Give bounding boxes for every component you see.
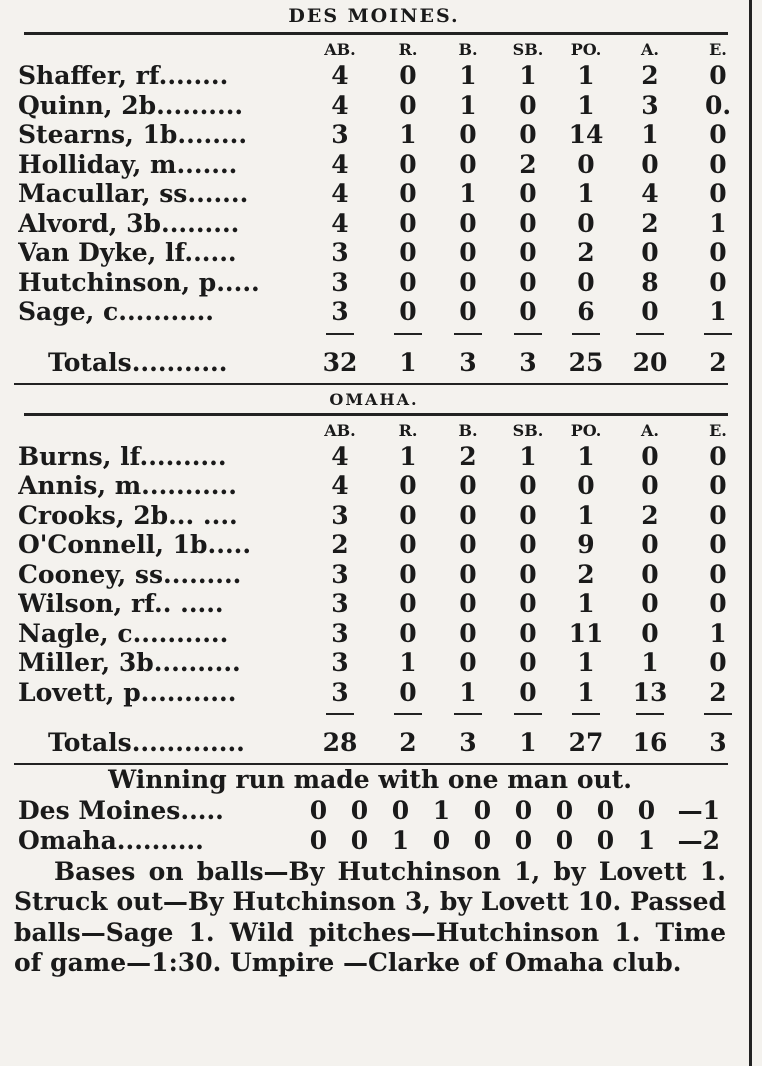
player-list-des-moines bbox=[14, 61, 734, 327]
line-score-innings bbox=[298, 826, 667, 857]
stat-e: 0 bbox=[709, 530, 727, 559]
player-name: Holliday, m....... bbox=[18, 149, 238, 179]
player-row bbox=[14, 560, 734, 590]
stat-sb: 0 bbox=[519, 530, 537, 559]
inning-runs: 0 bbox=[596, 795, 615, 825]
inning-runs: 0 bbox=[596, 826, 615, 855]
stat-ab: 3 bbox=[331, 648, 349, 677]
stat-po: 1 bbox=[577, 179, 595, 208]
line-score-omaha bbox=[14, 826, 726, 857]
stat-ab: 4 bbox=[331, 61, 349, 90]
stat-b: 1 bbox=[459, 90, 477, 120]
stat-a: 0 bbox=[641, 297, 659, 326]
stat-a: 4 bbox=[641, 179, 659, 208]
stat-sb: 2 bbox=[519, 149, 537, 179]
player-row bbox=[14, 501, 734, 531]
stat-sb: 1 bbox=[519, 61, 537, 90]
totals-rule bbox=[14, 707, 734, 723]
player-name: Crooks, 2b... .... bbox=[18, 500, 238, 530]
stat-r: 0 bbox=[399, 179, 417, 208]
stat-sb: 0 bbox=[519, 238, 537, 267]
player-name: Nagle, c........... bbox=[18, 618, 229, 648]
player-name: Lovett, p........... bbox=[18, 677, 237, 707]
totals-label: Totals............. bbox=[48, 728, 245, 757]
stat-ab: 4 bbox=[331, 441, 349, 471]
winning-note: Winning run made with one man out. bbox=[108, 765, 632, 794]
player-name: Stearns, 1b........ bbox=[18, 120, 248, 149]
game-summary bbox=[14, 765, 734, 979]
stat-po: 0 bbox=[577, 208, 595, 238]
totals-label: Totals........... bbox=[48, 347, 228, 377]
player-list-omaha bbox=[14, 442, 734, 708]
stat-a: 2 bbox=[641, 500, 659, 530]
inning-runs: 1 bbox=[432, 795, 451, 825]
stat-b: 0 bbox=[459, 149, 477, 179]
stat-po: 14 bbox=[568, 120, 604, 149]
stat-a: 1 bbox=[641, 648, 659, 677]
header-sb: SB. bbox=[512, 40, 544, 59]
stat-a: 0 bbox=[641, 238, 659, 267]
total-r: 1 bbox=[399, 347, 417, 377]
stat-r: 0 bbox=[399, 471, 417, 500]
stat-r: 0 bbox=[399, 61, 417, 90]
stat-ab: 4 bbox=[331, 208, 349, 238]
totals-row-omaha bbox=[14, 723, 734, 763]
total-po: 27 bbox=[568, 728, 604, 757]
stat-sb: 0 bbox=[519, 618, 537, 648]
stat-e: 0 bbox=[709, 648, 727, 677]
stat-po: 1 bbox=[577, 441, 595, 471]
line-score-total: —2 bbox=[677, 826, 720, 855]
stat-po: 11 bbox=[568, 618, 604, 648]
stat-ab: 3 bbox=[331, 267, 349, 297]
inning-runs: 0 bbox=[473, 795, 492, 825]
stat-po: 2 bbox=[577, 559, 595, 589]
stat-a: 1 bbox=[641, 120, 659, 149]
total-po: 25 bbox=[568, 347, 604, 377]
stat-b: 1 bbox=[459, 677, 477, 707]
stat-a: 0 bbox=[641, 149, 659, 179]
stat-sb: 0 bbox=[519, 648, 537, 677]
stat-e: 0 bbox=[709, 589, 727, 618]
inning-runs: 0 bbox=[309, 826, 328, 855]
inning-runs: 0 bbox=[514, 826, 533, 855]
stat-a: 3 bbox=[641, 90, 659, 120]
stat-po: 1 bbox=[577, 90, 595, 120]
player-name: Sage, c........... bbox=[18, 297, 215, 326]
inning-runs: 0 bbox=[555, 826, 574, 855]
stat-ab: 4 bbox=[331, 149, 349, 179]
stat-po: 0 bbox=[577, 149, 595, 179]
total-a: 20 bbox=[632, 347, 668, 377]
player-name: Shaffer, rf........ bbox=[18, 61, 229, 90]
stat-sb: 0 bbox=[519, 267, 537, 297]
box-score bbox=[14, 0, 734, 979]
stat-po: 0 bbox=[577, 471, 595, 500]
stat-r: 1 bbox=[399, 648, 417, 677]
player-name: Quinn, 2b.......... bbox=[18, 90, 244, 120]
stat-b: 0 bbox=[459, 559, 477, 589]
stat-ab: 3 bbox=[331, 120, 349, 149]
stat-e: 1 bbox=[709, 208, 727, 238]
player-row bbox=[14, 179, 734, 209]
stat-ab: 3 bbox=[331, 238, 349, 267]
stat-e: 1 bbox=[709, 297, 727, 326]
stat-a: 13 bbox=[632, 677, 668, 707]
stat-sb: 0 bbox=[519, 589, 537, 618]
player-row bbox=[14, 619, 734, 649]
game-notes: Bases on balls—By Hutchinson 1, by Lovett 1. Struck out—By Hutchinson 3, by Lovett 10. Passed balls—Sage 1. Wild pitches—Hutchinson 1. Time of game—1:30. Umpire —Clarke of Omaha club. bbox=[14, 856, 726, 977]
player-row bbox=[14, 471, 734, 501]
player-row bbox=[14, 297, 734, 327]
stat-po: 1 bbox=[577, 648, 595, 677]
stat-b: 0 bbox=[459, 297, 477, 326]
line-score-total: —1 bbox=[677, 795, 720, 825]
inning-runs: 1 bbox=[637, 826, 656, 855]
stat-ab: 2 bbox=[331, 530, 349, 559]
inning-runs: 0 bbox=[473, 826, 492, 855]
line-score-des-moines bbox=[14, 796, 726, 827]
stat-po: 1 bbox=[577, 61, 595, 90]
stat-b: 0 bbox=[459, 120, 477, 149]
stat-b: 0 bbox=[459, 618, 477, 648]
player-name: Hutchinson, p..... bbox=[18, 267, 260, 297]
stat-e: 0 bbox=[709, 179, 727, 208]
player-name: Van Dyke, lf...... bbox=[18, 238, 237, 267]
total-r: 2 bbox=[399, 728, 417, 757]
stat-b: 1 bbox=[459, 179, 477, 208]
player-row bbox=[14, 209, 734, 239]
header-b: B. bbox=[458, 40, 478, 59]
totals-rule bbox=[14, 327, 734, 343]
header-e: E. bbox=[709, 420, 727, 440]
total-ab: 28 bbox=[322, 728, 358, 757]
stat-r: 0 bbox=[399, 589, 417, 618]
stat-po: 6 bbox=[577, 297, 595, 326]
stat-e: 0 bbox=[709, 559, 727, 589]
stat-r: 0 bbox=[399, 238, 417, 267]
stat-po: 1 bbox=[577, 500, 595, 530]
player-row bbox=[14, 442, 734, 472]
player-name: Wilson, rf.. ..... bbox=[18, 589, 224, 618]
stat-ab: 3 bbox=[331, 589, 349, 618]
stat-ab: 4 bbox=[331, 179, 349, 208]
stat-e: 0 bbox=[709, 61, 727, 90]
player-name: Cooney, ss......... bbox=[18, 559, 242, 589]
stat-e: 0 bbox=[709, 267, 727, 297]
stat-sb: 0 bbox=[519, 677, 537, 707]
inning-runs: 0 bbox=[350, 826, 369, 855]
stat-sb: 0 bbox=[519, 471, 537, 500]
total-e: 3 bbox=[709, 728, 727, 757]
stat-po: 1 bbox=[577, 589, 595, 618]
stat-ab: 4 bbox=[331, 471, 349, 500]
header-sb: SB. bbox=[512, 420, 544, 440]
stat-sb: 0 bbox=[519, 559, 537, 589]
stat-e: 0 bbox=[709, 471, 727, 500]
stat-r: 0 bbox=[399, 90, 417, 120]
line-score-team: Omaha.......... bbox=[18, 826, 204, 855]
totals-row-des-moines bbox=[14, 343, 734, 383]
header-e: E. bbox=[709, 40, 727, 59]
stat-ab: 3 bbox=[331, 500, 349, 530]
stat-ab: 3 bbox=[331, 677, 349, 707]
column-headers bbox=[14, 416, 734, 442]
team-title-omaha: OMAHA. bbox=[329, 389, 419, 409]
stat-b: 0 bbox=[459, 267, 477, 297]
stat-a: 0 bbox=[641, 618, 659, 648]
total-e: 2 bbox=[709, 347, 727, 377]
stat-b: 0 bbox=[459, 648, 477, 677]
inning-runs: 0 bbox=[432, 826, 451, 855]
stat-a: 2 bbox=[641, 61, 659, 90]
header-a: A. bbox=[641, 420, 659, 440]
player-row bbox=[14, 150, 734, 180]
stat-r: 0 bbox=[399, 618, 417, 648]
stat-sb: 1 bbox=[519, 441, 537, 471]
stat-po: 2 bbox=[577, 238, 595, 267]
column-rule bbox=[749, 0, 752, 1066]
stat-r: 0 bbox=[399, 149, 417, 179]
player-row bbox=[14, 678, 734, 708]
stat-a: 0 bbox=[641, 559, 659, 589]
stat-b: 0 bbox=[459, 208, 477, 238]
stat-sb: 0 bbox=[519, 297, 537, 326]
stat-sb: 0 bbox=[519, 500, 537, 530]
header-r: R. bbox=[398, 40, 418, 59]
stat-e: 1 bbox=[709, 618, 727, 648]
team-title-des-moines: DES MOINES. bbox=[288, 5, 460, 27]
line-score-team: Des Moines..... bbox=[18, 795, 224, 825]
player-name: Macullar, ss....... bbox=[18, 179, 249, 208]
stat-r: 1 bbox=[399, 441, 417, 471]
header-ab: AB. bbox=[324, 40, 356, 59]
inning-runs: 0 bbox=[391, 795, 410, 825]
stat-sb: 0 bbox=[519, 90, 537, 120]
stat-b: 2 bbox=[459, 441, 477, 471]
stat-b: 0 bbox=[459, 589, 477, 618]
stat-r: 1 bbox=[399, 120, 417, 149]
stat-r: 0 bbox=[399, 208, 417, 238]
stat-r: 0 bbox=[399, 500, 417, 530]
player-row bbox=[14, 238, 734, 268]
stat-r: 0 bbox=[399, 297, 417, 326]
column-headers bbox=[14, 35, 734, 61]
stat-po: 1 bbox=[577, 677, 595, 707]
stat-r: 0 bbox=[399, 677, 417, 707]
player-name: O'Connell, 1b..... bbox=[18, 530, 252, 559]
stat-e: 2 bbox=[709, 677, 727, 707]
inning-runs: 0 bbox=[637, 795, 656, 825]
stat-ab: 4 bbox=[331, 90, 349, 120]
player-row bbox=[14, 589, 734, 619]
stat-b: 0 bbox=[459, 471, 477, 500]
total-sb: 1 bbox=[519, 728, 537, 757]
total-ab: 32 bbox=[322, 347, 358, 377]
stat-a: 0 bbox=[641, 530, 659, 559]
header-b: B. bbox=[458, 420, 478, 440]
stat-r: 0 bbox=[399, 530, 417, 559]
header-ab: AB. bbox=[324, 420, 356, 440]
stat-a: 0 bbox=[641, 441, 659, 471]
player-name: Burns, lf.......... bbox=[18, 441, 227, 471]
stat-po: 9 bbox=[577, 530, 595, 559]
stat-a: 0 bbox=[641, 589, 659, 618]
total-b: 3 bbox=[459, 728, 477, 757]
stat-ab: 3 bbox=[331, 559, 349, 589]
stat-e: 0 bbox=[709, 120, 727, 149]
stat-r: 0 bbox=[399, 559, 417, 589]
header-r: R. bbox=[398, 420, 418, 440]
header-po: PO. bbox=[570, 40, 602, 59]
stat-sb: 0 bbox=[519, 179, 537, 208]
stat-e: 0 bbox=[709, 238, 727, 267]
player-name: Miller, 3b.......... bbox=[18, 648, 241, 677]
stat-a: 2 bbox=[641, 208, 659, 238]
stat-e: 0 bbox=[709, 500, 727, 530]
total-sb: 3 bbox=[519, 347, 537, 377]
player-row bbox=[14, 120, 734, 150]
stat-sb: 0 bbox=[519, 208, 537, 238]
stat-e: 0. bbox=[704, 90, 732, 120]
player-row bbox=[14, 530, 734, 560]
total-a: 16 bbox=[632, 728, 668, 757]
total-b: 3 bbox=[459, 347, 477, 377]
player-row bbox=[14, 268, 734, 298]
inning-runs: 1 bbox=[391, 826, 410, 855]
header-a: A. bbox=[641, 40, 659, 59]
inning-runs: 0 bbox=[514, 795, 533, 825]
stat-b: 0 bbox=[459, 530, 477, 559]
player-row bbox=[14, 648, 734, 678]
player-name: Alvord, 3b......... bbox=[18, 208, 240, 238]
player-name: Annis, m........... bbox=[18, 471, 237, 500]
stat-r: 0 bbox=[399, 267, 417, 297]
header-po: PO. bbox=[570, 420, 602, 440]
player-row bbox=[14, 91, 734, 121]
line-score-innings bbox=[298, 796, 667, 827]
player-row bbox=[14, 61, 734, 91]
stat-ab: 3 bbox=[331, 618, 349, 648]
stat-a: 0 bbox=[641, 471, 659, 500]
inning-runs: 0 bbox=[350, 795, 369, 825]
stat-po: 0 bbox=[577, 267, 595, 297]
stat-sb: 0 bbox=[519, 120, 537, 149]
stat-ab: 3 bbox=[331, 297, 349, 326]
stat-e: 0 bbox=[709, 149, 727, 179]
stat-b: 0 bbox=[459, 500, 477, 530]
inning-runs: 0 bbox=[555, 795, 574, 825]
stat-b: 1 bbox=[459, 61, 477, 90]
inning-runs: 0 bbox=[309, 795, 328, 825]
stat-b: 0 bbox=[459, 238, 477, 267]
stat-a: 8 bbox=[641, 267, 659, 297]
stat-e: 0 bbox=[709, 441, 727, 471]
